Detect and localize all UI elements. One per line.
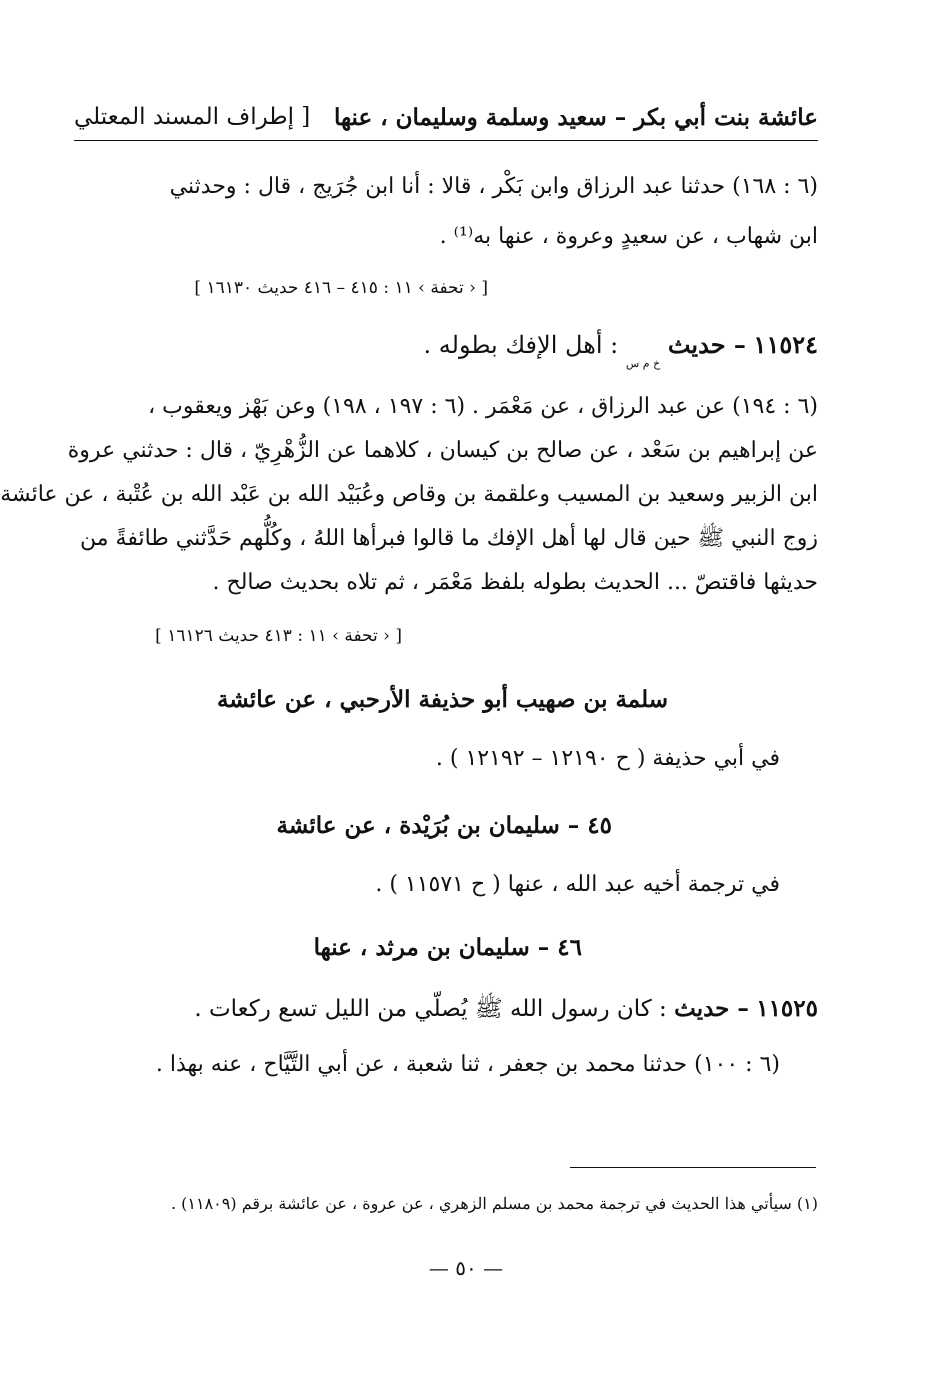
hadith-text: : كان رسول الله ﷺ يُصلّي من الليل تسع ركعات . xyxy=(194,996,667,1022)
hadith-label: – حديث xyxy=(674,995,749,1022)
header-divider xyxy=(74,140,818,141)
hadith-heading xyxy=(423,330,819,370)
hadith-text: : أهل الإفك بطوله . xyxy=(423,331,619,359)
reference-tuhfa: [ ‹ تحفة › ١١ : ٤١٣ حديث ١٦١٢٦ ] xyxy=(155,626,402,646)
running-header-book: [ إطراف المسند المعتلي xyxy=(74,104,311,130)
text-line: عن إبراهيم بن سَعْد ، عن صالح بن كيسان ، كلاهما عن الزُّهْرِيّ ، قال : حدثني عروة xyxy=(67,438,818,463)
hadith-heading xyxy=(194,994,818,1028)
hadith-label: – حديث xyxy=(667,330,746,359)
reference-tuhfa: [ ‹ تحفة › ١١ : ٤١٥ – ٤١٦ حديث ١٦١٣٠ ] xyxy=(194,278,488,298)
text-line: حديثها فاقتصّ ... الحديث بطوله بلفظ مَعْمَر ، ثم تلاه بحديث صالح . xyxy=(212,570,818,595)
text-line: (٦ : ١٠٠) حدثنا محمد بن جعفر ، ثنا شعبة ، عن أبي التَّيَّاح ، عنه بهذا . xyxy=(155,1052,780,1077)
text-line: (٦ : ١٦٨) حدثنا عبد الرزاق وابن بَكْر ، قالا : أنا ابن جُرَيج ، قال : وحدثني xyxy=(169,174,818,199)
source-tag: خ م س xyxy=(625,357,661,370)
section-heading: ٤٥ – سليمان بن بُرَيْدة ، عن عائشة xyxy=(276,812,612,839)
running-header-title: عائشة بنت أبي بكر – سعيد وسلمة وسليمان ، عنها xyxy=(333,104,818,131)
section-text: في أبي حذيفة ( ح ١٢١٩٠ – ١٢١٩٢ ) . xyxy=(435,746,780,771)
footnote-divider xyxy=(570,1167,816,1168)
section-heading: ٤٦ – سليمان بن مرثد ، عنها xyxy=(313,934,582,961)
section-heading: سلمة بن صهيب أبو حذيفة الأرحبي ، عن عائشة xyxy=(216,686,668,713)
footnote: (١) سيأتي هذا الحديث في ترجمة محمد بن مسلم الزهري ، عن عروة ، عن عائشة برقم (١١٨٠٩) . xyxy=(170,1194,818,1213)
page-number: — ٥٠ — xyxy=(428,1256,504,1280)
hadith-number: ١١٥٢٤ xyxy=(753,330,818,359)
text-line: (٦ : ١٩٤) عن عبد الرزاق ، عن مَعْمَر . (٦ : ١٩٧ ، ١٩٨) وعن بَهْز ويعقوب ، xyxy=(148,394,818,419)
text-line: زوج النبي ﷺ حين قال لها أهل الإفك ما قالوا فبرأها اللهُ ، وكُلُّهم حَدَّثني طائفةً من xyxy=(80,526,818,551)
text-line: ابن الزبير وسعيد بن المسيب وعلقمة بن وقاص وعُبَيْد الله بن عَبْد الله بن عُتْبة ، عن عائشة xyxy=(0,482,818,507)
hadith-number: ١١٥٢٥ xyxy=(756,995,818,1022)
section-text: في ترجمة أخيه عبد الله ، عنها ( ح ١١٥٧١ ) . xyxy=(375,872,780,897)
text-line: ابن شهاب ، عن سعيدٍ وعروة ، عنها به⁽¹⁾ . xyxy=(439,224,818,249)
